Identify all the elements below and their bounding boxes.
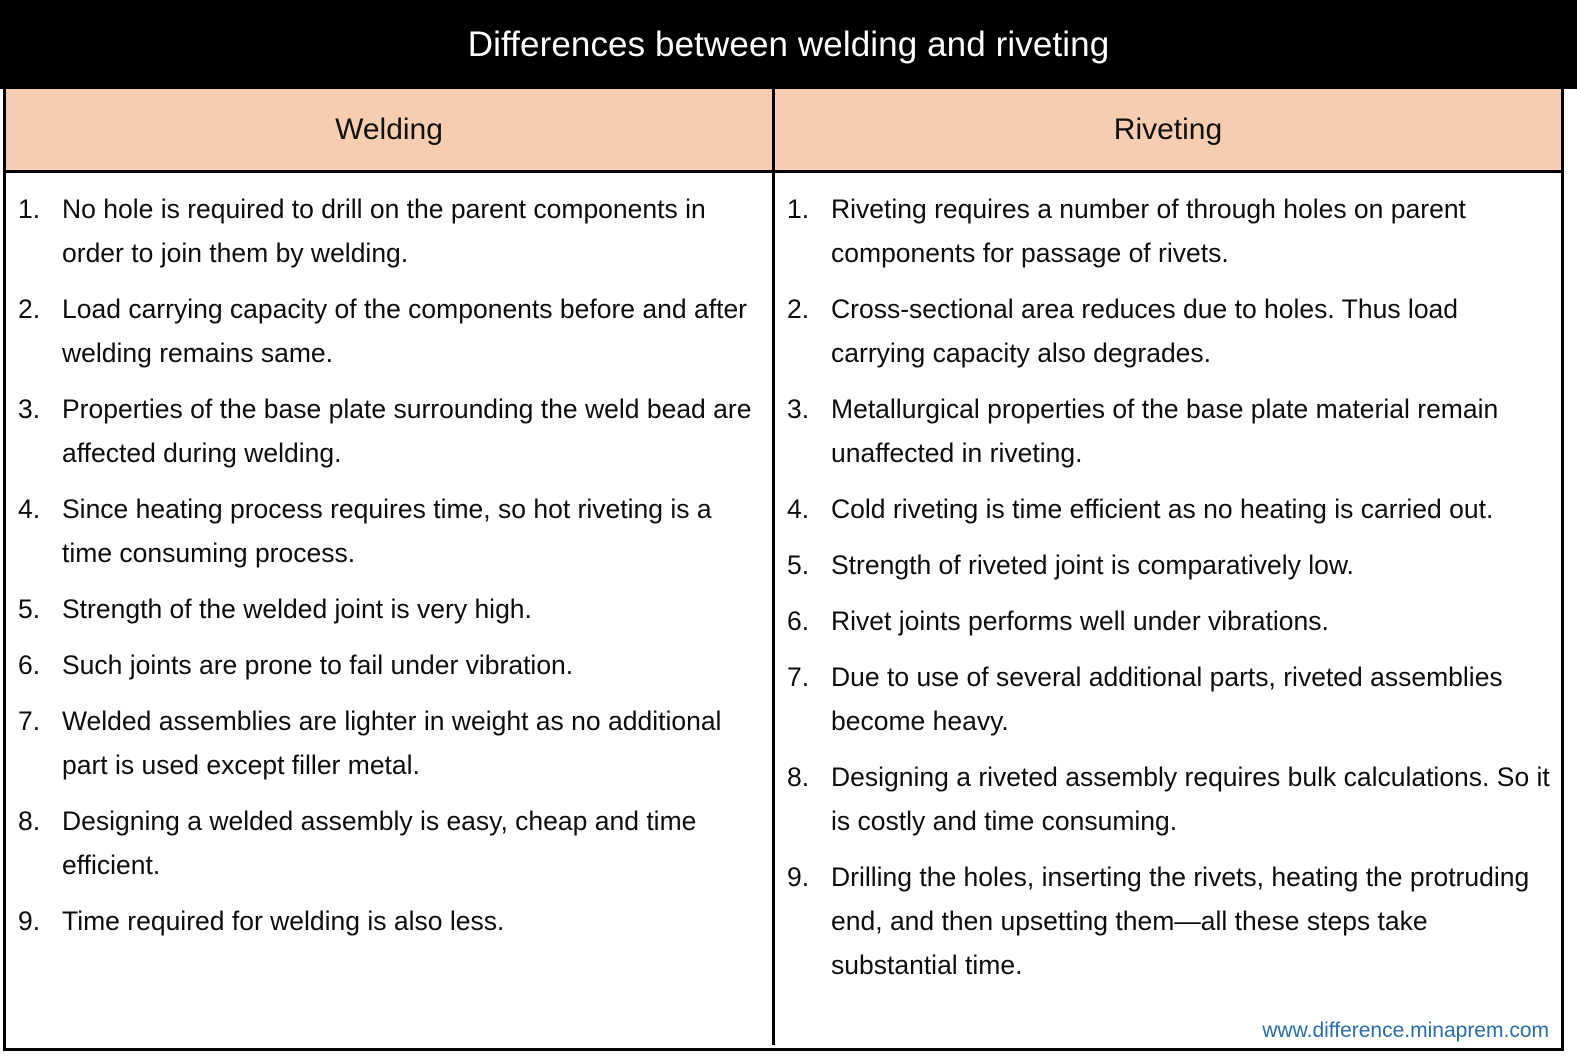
- list-item-text: Rivet joints performs well under vibrations.: [831, 606, 1329, 636]
- list-item-text: Cross-sectional area reduces due to holes. Thus load carrying capacity also degrades.: [831, 294, 1459, 368]
- list-item-number: 7.: [18, 706, 41, 736]
- column-body-riveting: [775, 173, 1561, 1045]
- list-item-text: Such joints are prone to fail under vibration.: [62, 650, 574, 680]
- list-item-number: 4.: [18, 494, 41, 524]
- list-item: [16, 387, 762, 475]
- list-item: [785, 487, 1551, 531]
- list-item: [785, 187, 1551, 275]
- list-item-number: 2.: [18, 294, 41, 324]
- list-item-text: Properties of the base plate surrounding the weld bead are affected during welding.: [62, 394, 752, 468]
- list-item: [16, 487, 762, 575]
- title-bar: [0, 0, 1577, 89]
- list-item-text: Strength of the welded joint is very high.: [62, 594, 532, 624]
- list-item-number: 4.: [787, 494, 810, 524]
- list-item-number: 3.: [787, 394, 810, 424]
- list-item-number: 1.: [18, 194, 41, 224]
- list-item-number: 1.: [787, 194, 810, 224]
- column-header-label: Riveting: [1113, 112, 1223, 146]
- list-item: [785, 599, 1551, 643]
- list-item-text: No hole is required to drill on the parent components in order to join them by welding.: [62, 194, 706, 268]
- table-body-row: [6, 173, 1561, 1045]
- list-item-text: Due to use of several additional parts, riveted assemblies become heavy.: [831, 662, 1503, 736]
- column-body-welding: [6, 173, 775, 1045]
- table-header-row: [6, 89, 1561, 173]
- list-item-number: 9.: [18, 906, 41, 936]
- list-item: [16, 699, 762, 787]
- list-item-text: Cold riveting is time efficient as no heating is carried out.: [831, 494, 1494, 524]
- list-item-text: Time required for welding is also less.: [62, 906, 505, 936]
- list-item: [16, 643, 762, 687]
- column-header-riveting: [775, 89, 1561, 170]
- list-item-text: Welded assemblies are lighter in weight as no additional part is used except filler metal.: [62, 706, 722, 780]
- list-item-number: 2.: [787, 294, 810, 324]
- list-item-number: 5.: [787, 550, 810, 580]
- list-item-text: Designing a welded assembly is easy, cheap and time efficient.: [62, 806, 697, 880]
- list-item-number: 3.: [18, 394, 41, 424]
- list-item: [16, 899, 762, 943]
- column-header-label: Welding: [335, 112, 443, 146]
- list-item-number: 6.: [18, 650, 41, 680]
- list-item: [785, 755, 1551, 843]
- list-item: [785, 655, 1551, 743]
- page-title: Differences between welding and riveting: [467, 25, 1110, 64]
- list-item-text: Load carrying capacity of the components before and after welding remains same.: [62, 294, 748, 368]
- welding-difference-list: [16, 187, 762, 943]
- list-item-number: 6.: [787, 606, 810, 636]
- list-item-text: Designing a riveted assembly requires bulk calculations. So it is costly and time consuming.: [831, 762, 1550, 836]
- list-item-text: Metallurgical properties of the base plate material remain unaffected in riveting.: [831, 394, 1499, 468]
- list-item-text: Riveting requires a number of through holes on parent components for passage of rivets.: [831, 194, 1466, 268]
- list-item: [785, 387, 1551, 475]
- list-item-text: Since heating process requires time, so hot riveting is a time consuming process.: [62, 494, 712, 568]
- list-item: [16, 287, 762, 375]
- list-item-text: Drilling the holes, inserting the rivets, heating the protruding end, and then upsetting them—all these steps take substantial time.: [831, 862, 1530, 980]
- list-item-number: 7.: [787, 662, 810, 692]
- list-item-number: 9.: [787, 862, 810, 892]
- source-watermark: www.difference.minaprem.com: [1262, 1019, 1549, 1042]
- list-item: [785, 855, 1551, 987]
- riveting-difference-list: [785, 187, 1551, 987]
- list-item: [16, 799, 762, 887]
- list-item-number: 8.: [787, 762, 810, 792]
- list-item: [16, 187, 762, 275]
- list-item-text: Strength of riveted joint is comparatively low.: [831, 550, 1354, 580]
- list-item: [785, 287, 1551, 375]
- list-item-number: 5.: [18, 594, 41, 624]
- list-item: [16, 587, 762, 631]
- column-header-welding: [6, 89, 775, 170]
- list-item: [785, 543, 1551, 587]
- list-item-number: 8.: [18, 806, 41, 836]
- comparison-table: [3, 89, 1564, 1051]
